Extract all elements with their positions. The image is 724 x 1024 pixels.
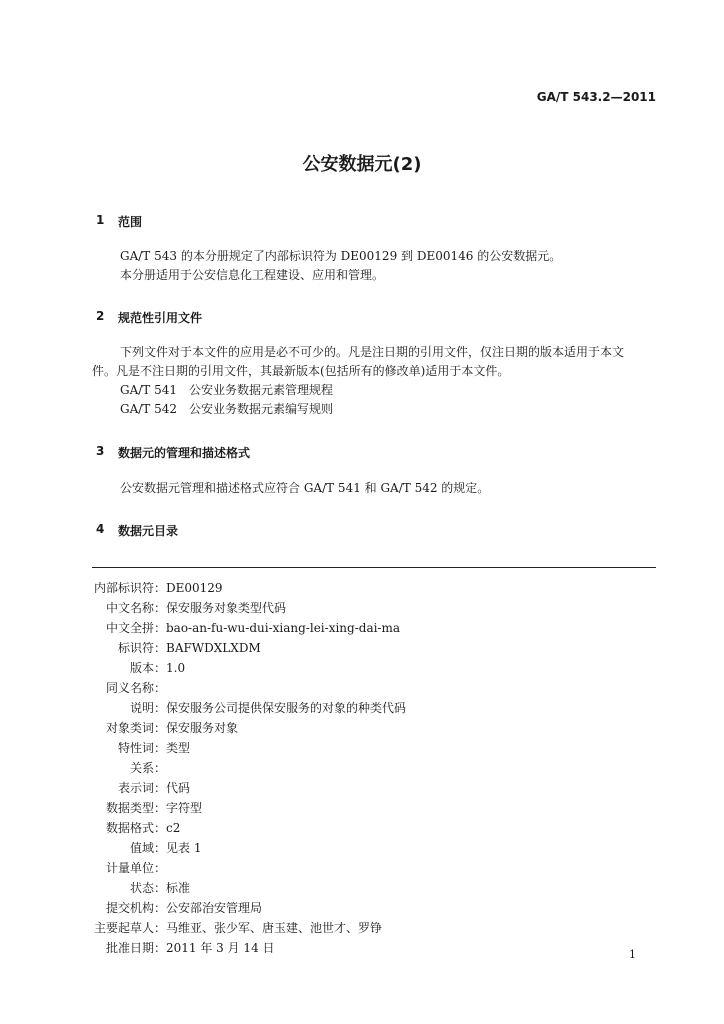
section-3-line-1: 公安数据元管理和描述格式应符合 GA/T 541 和 GA/T 542 的规定。 [120,481,490,495]
section-4-title: 数据元目录 [118,524,179,538]
field-representation: 表示词：代码 [118,781,191,795]
field-status: 状态：标准 [130,881,191,895]
section-3-title: 数据元的管理和描述格式 [118,446,251,460]
field-submitting-org: 提交机构：公安部治安管理局 [106,901,263,915]
field-object-class: 对象类词：保安服务对象 [106,721,239,735]
section-3-number: 3 [96,444,105,458]
section-4-number: 4 [96,522,105,536]
section-2-line-2: 件。凡是不注日期的引用文件，其最新版本(包括所有的修改单)适用于本文件。 [92,364,510,378]
horizontal-rule [92,567,656,568]
field-approval-date: 批准日期：2011 年 3 月 14 日 [106,941,275,955]
field-chinese-name: 中文名称：保安服务对象类型代码 [106,601,287,615]
field-synonym: 同义名称： [106,681,167,695]
field-main-drafters: 主要起草人：马维亚、张少军、唐玉建、池世才、罗铮 [94,921,383,935]
field-chinese-pinyin: 中文全拼：bao-an-fu-wu-dui-xiang-lei-xing-dai-ma [106,621,401,635]
section-1-number: 1 [96,213,105,227]
field-identifier: 标识符：BAFWDXLXDM [118,641,261,655]
field-internal-id: 内部标识符：DE00129 [94,581,223,595]
field-version: 版本：1.0 [130,661,186,675]
standard-code: GA/T 543.2—2011 [536,90,656,104]
field-data-format: 数据格式：c2 [106,821,181,835]
section-2-line-1: 下列文件对于本文件的应用是必不可少的。凡是注日期的引用文件，仅注日期的版本适用于本文 [120,345,625,359]
reference-ga-t-541: GA/T 541 公安业务数据元素管理规程 [120,383,334,397]
field-unit: 计量单位： [106,861,167,875]
section-1-line-1: GA/T 543 的本分册规定了内部标识符为 DE00129 到 DE00146 的公安数据元。 [120,249,562,263]
field-relation: 关系： [130,761,167,775]
section-1-title: 范围 [118,215,143,229]
field-value-domain: 值域：见表 1 [130,841,202,855]
page-number: 1 [629,948,636,961]
field-data-type: 数据类型：字符型 [106,801,203,815]
document-title: 公安数据元(2) [302,154,422,175]
section-2-number: 2 [96,309,105,323]
field-description: 说明：保安服务公司提供保安服务的对象的种类代码 [130,701,407,715]
field-property: 特性词：类型 [118,741,191,755]
section-2-title: 规范性引用文件 [118,311,203,325]
section-1-line-2: 本分册适用于公安信息化工程建设、应用和管理。 [120,268,385,282]
reference-ga-t-542: GA/T 542 公安业务数据元素编写规则 [120,402,334,416]
